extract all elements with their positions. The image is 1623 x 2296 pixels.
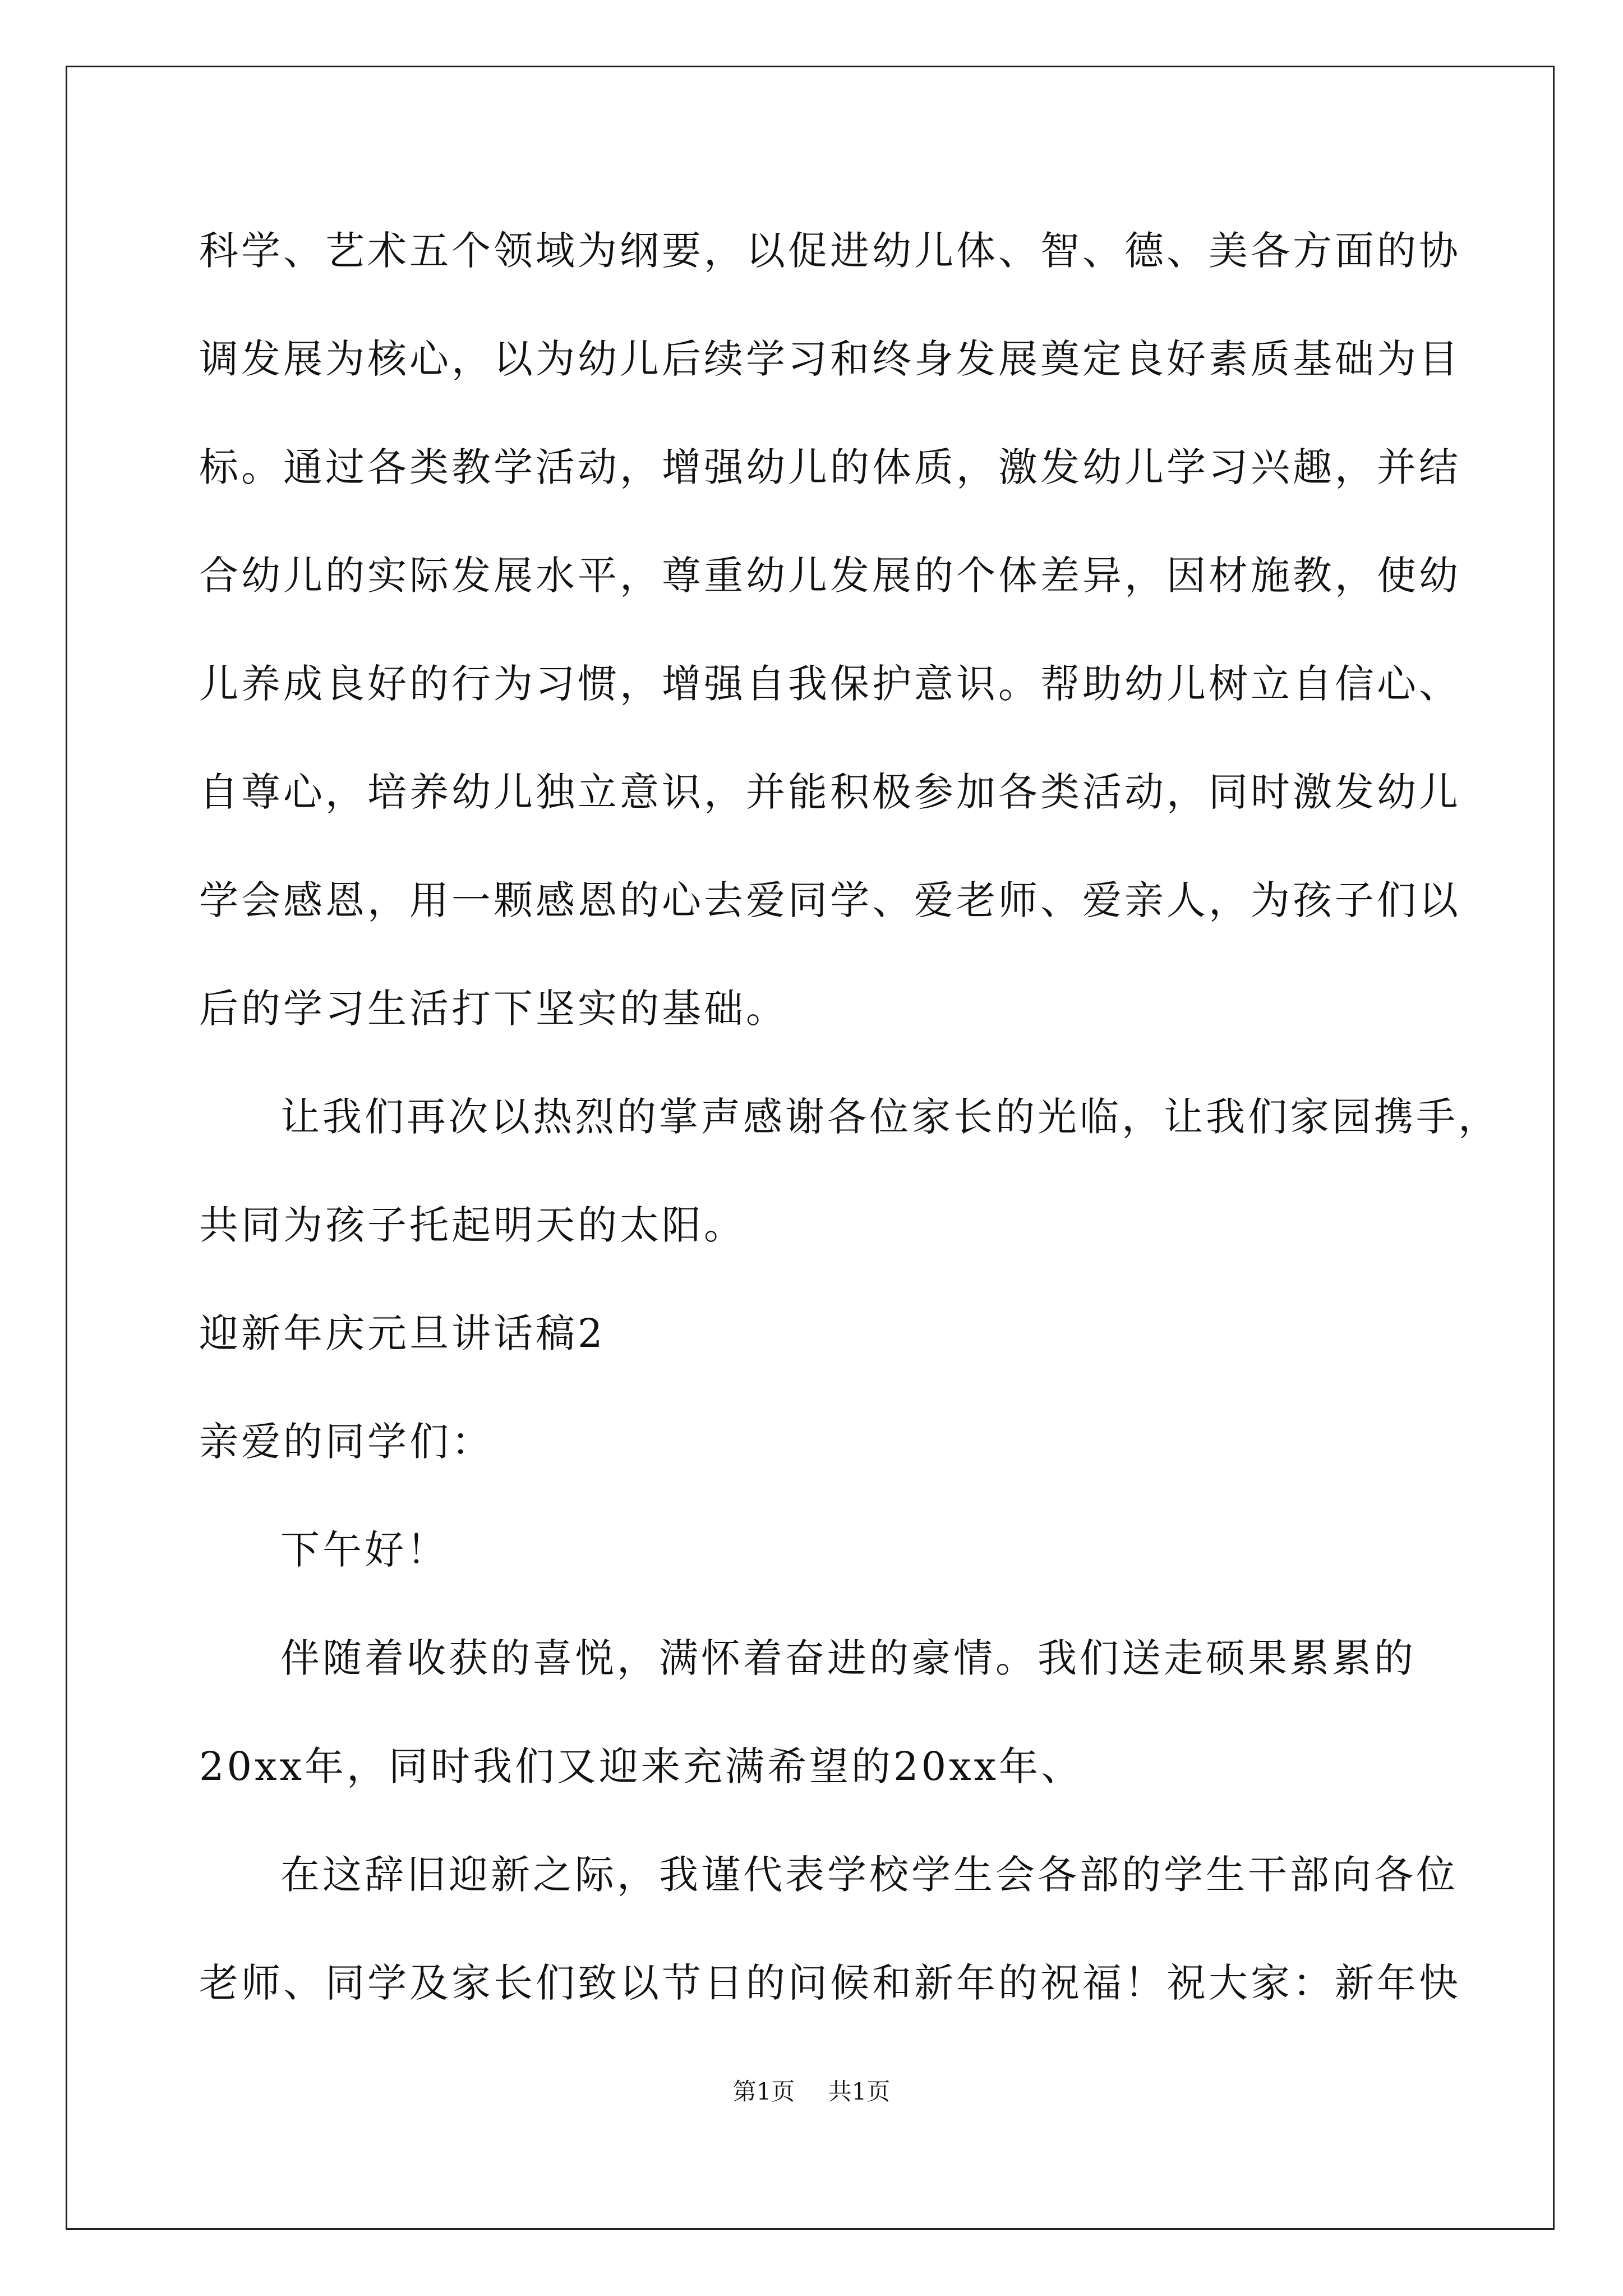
body-line: 学会感恩，用一颗感恩的心去爱同学、爱老师、爱亲人，为孩子们以	[199, 877, 1461, 923]
paragraph-start-line: 伴随着收获的喜悦，满怀着奋进的豪情。我们送走硕果累累的	[280, 1635, 1416, 1681]
page-total: 共1页	[828, 2078, 891, 2105]
body-line: 儿养成良好的行为习惯，增强自我保护意识。帮助幼儿树立自信心、	[199, 661, 1461, 707]
body-line: 20xx年，同时我们又迎来充满希望的20xx年、	[199, 1743, 1083, 1789]
salutation: 亲爱的同学们：	[199, 1419, 494, 1465]
page-number: 第1页	[732, 2078, 795, 2105]
body-line: 合幼儿的实际发展水平，尊重幼儿发展的个体差异，因材施教，使幼	[199, 553, 1461, 599]
page-footer	[0, 2080, 1623, 2104]
greeting: 下午好！	[280, 1527, 449, 1573]
body-line: 调发展为核心，以为幼儿后续学习和终身发展奠定良好素质基础为目	[199, 336, 1461, 382]
paragraph-start-line: 让我们再次以热烈的掌声感谢各位家长的光临，让我们家园携手，	[280, 1094, 1500, 1140]
body-line: 共同为孩子托起明天的太阳。	[199, 1202, 746, 1248]
body-line: 科学、艺术五个领域为纲要，以促进幼儿体、智、德、美各方面的协	[199, 228, 1461, 274]
section-heading: 迎新年庆元旦讲话稿2	[199, 1310, 606, 1356]
body-line: 老师、同学及家长们致以节日的问候和新年的祝福！祝大家：新年快	[199, 1960, 1461, 2006]
body-line: 后的学习生活打下坚实的基础。	[199, 986, 788, 1032]
page-border	[66, 66, 1555, 2230]
paragraph-start-line: 在这辞旧迎新之际，我谨代表学校学生会各部的学生干部向各位	[280, 1852, 1458, 1898]
body-line: 自尊心，培养幼儿独立意识，并能积极参加各类活动，同时激发幼儿	[199, 769, 1461, 815]
body-line: 标。通过各类教学活动，增强幼儿的体质，激发幼儿学习兴趣，并结	[199, 444, 1461, 490]
